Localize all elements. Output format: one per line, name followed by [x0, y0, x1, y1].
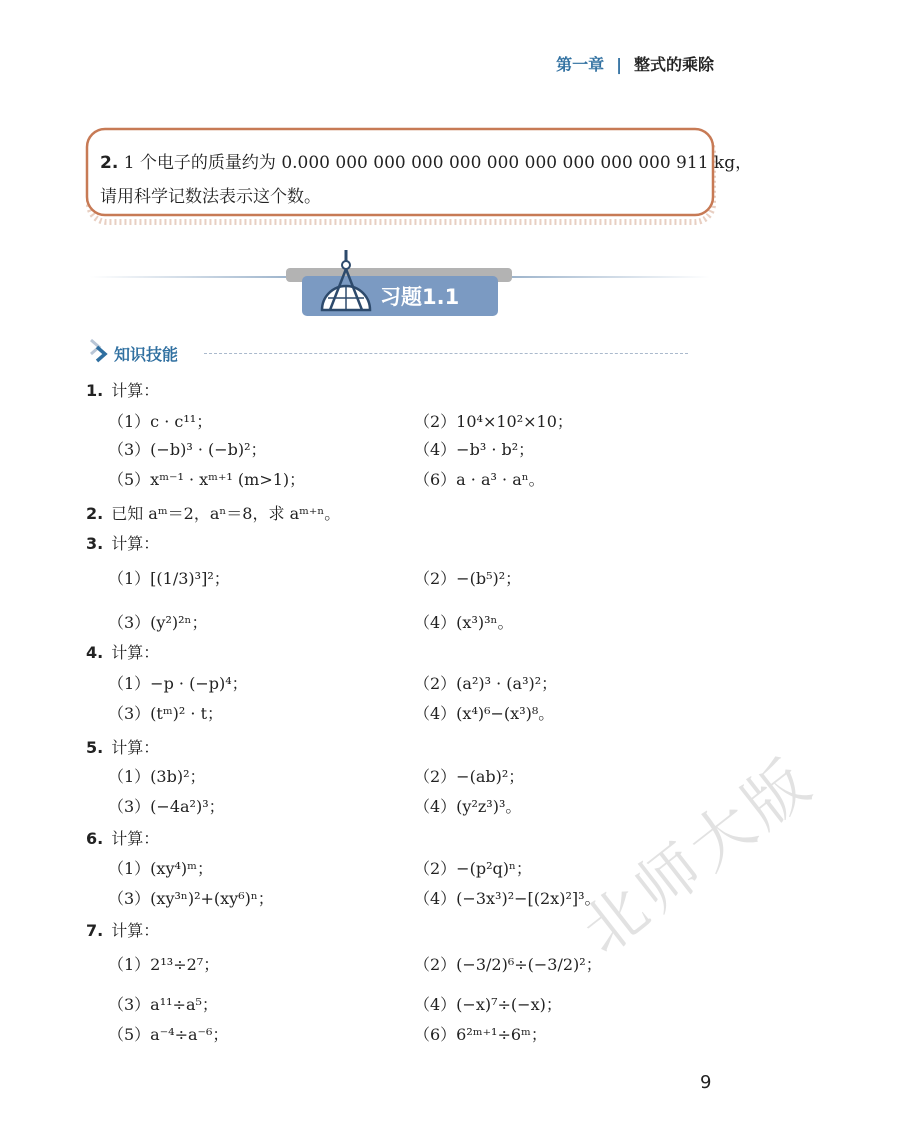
callout-border [86, 128, 718, 228]
p6-item-1: （1）(xy⁴)ᵐ； [108, 859, 213, 878]
p1-item-4: （4）−b³ · b²； [414, 440, 535, 459]
p6-item-4: （4）(−3x³)²−[(2x)²]³。 [414, 889, 601, 908]
problem-2 [86, 501, 340, 524]
p6-item-2: （2）−(p²q)ⁿ； [414, 859, 532, 878]
chapter-label: 第一章 [556, 55, 605, 74]
p5-item-1: （1）(3b)²； [108, 767, 206, 786]
banner-rule-right [480, 276, 710, 278]
p6-item-3: （3）(xy³ⁿ)²+(xy⁶)ⁿ； [108, 889, 274, 908]
callout-line-1 [100, 148, 752, 173]
p3-item-1: （1）[(1/3)³]²； [108, 569, 230, 588]
problem-number: 4. [86, 643, 104, 662]
p1-item-2: （2）10⁴×10²×10； [414, 412, 573, 431]
section-heading [88, 338, 688, 366]
problem-number: 2. [86, 504, 104, 523]
problem-number: 1. [86, 381, 104, 400]
chapter-title: 整式的乘除 [633, 55, 714, 74]
section-title: 知识技能 [114, 345, 179, 364]
p5-item-2: （2）−(ab)²； [414, 767, 525, 786]
p7-item-5: （5）a⁻⁴÷a⁻⁶； [108, 1025, 229, 1044]
p1-item-1: （1）c · c¹¹； [108, 412, 213, 431]
compass-icon [316, 250, 376, 314]
section-divider [204, 353, 688, 354]
p7-item-6: （6）6²ᵐ⁺¹÷6ᵐ； [414, 1025, 547, 1044]
banner-label: 习题1.1 [380, 285, 460, 309]
problem-prompt: 计算： [111, 534, 160, 553]
problem-prompt: 已知 aᵐ＝2，aⁿ＝8，求 aᵐ⁺ⁿ。 [111, 504, 341, 523]
p4-item-1: （1）−p · (−p)⁴； [108, 674, 248, 693]
p7-item-2: （2）(−3/2)⁶÷(−3/2)²； [414, 955, 602, 974]
problem-number: 7. [86, 921, 104, 940]
problem-1 [86, 378, 159, 401]
problem-4 [86, 640, 159, 663]
problem-prompt: 计算： [111, 921, 160, 940]
problem-number: 5. [86, 738, 104, 757]
problem-number: 3. [86, 534, 104, 553]
problem-prompt: 计算： [111, 381, 160, 400]
problem-7 [86, 918, 159, 941]
problem-6 [86, 826, 159, 849]
callout-line-2: 请用科学记数法表示这个数。 [100, 187, 321, 207]
p7-item-3: （3）a¹¹÷a⁵； [108, 995, 218, 1014]
p1-item-5: （5）xᵐ⁻¹ · xᵐ⁺¹ (m>1)； [108, 470, 306, 489]
p1-item-3: （3）(−b)³ · (−b)²； [108, 440, 267, 459]
p4-item-4: （4）(x⁴)⁶−(x³)⁸。 [414, 704, 555, 723]
callout-box [86, 128, 753, 224]
p3-item-2: （2）−(b⁵)²； [414, 569, 522, 588]
watermark: 北师大版 [568, 742, 828, 968]
p4-item-2: （2）(a²)³ · (a³)²； [414, 674, 558, 693]
callout-text-1: 1 个电子的质量约为 0.000 000 000 000 000 000 000 000 000 000 911 kg， [123, 153, 753, 173]
problem-prompt: 计算： [111, 738, 160, 757]
p7-item-4: （4）(−x)⁷÷(−x)； [414, 995, 562, 1014]
p4-item-3: （3）(tᵐ)² · t； [108, 704, 224, 723]
header-separator: | [616, 55, 622, 74]
page-number: 9 [700, 1072, 712, 1093]
callout-number: 2. [100, 153, 119, 173]
p3-item-4: （4）(x³)³ⁿ。 [414, 613, 514, 632]
exercise-banner [90, 248, 710, 320]
problem-prompt: 计算： [111, 829, 160, 848]
page-header [556, 52, 714, 75]
p5-item-4: （4）(y²z³)³。 [414, 797, 522, 816]
problem-prompt: 计算： [111, 643, 160, 662]
problem-3 [86, 531, 159, 554]
p1-item-6: （6）a · a³ · aⁿ。 [414, 470, 545, 489]
p7-item-1: （1）2¹³÷2⁷； [108, 955, 220, 974]
p5-item-3: （3）(−4a²)³； [108, 797, 225, 816]
p3-item-3: （3）(y²)²ⁿ； [108, 613, 208, 632]
problem-5 [86, 735, 159, 758]
chevron-right-icon [88, 338, 112, 364]
problem-number: 6. [86, 829, 104, 848]
